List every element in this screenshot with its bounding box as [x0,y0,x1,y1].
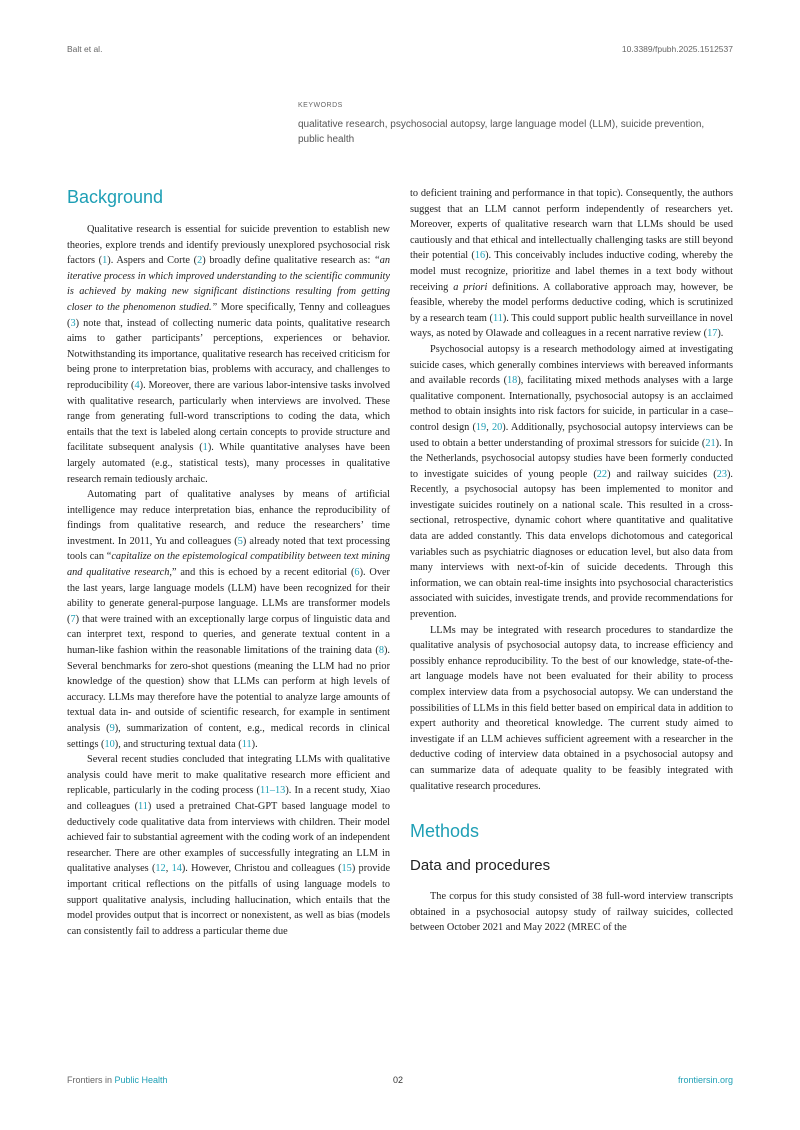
paragraph: Qualitative research is essential for suicide prevention to establish new theories, explore trends and identify previously unexplored psychosocial risk factors (1). Aspers and Corte (2) broadly define qualitative research as: “an iterative process in which improved understanding to the scientific community is achieved by making new significant distinctions resulting from getting closer to the phenomenon studied.” More specifically, Tenny and colleagues (3) note that, instead of collecting numeric data points, qualitative research aims to gather participants’ perceptions, experiences or behavior. Notwithstanding its importance, qualitative research has received criticism for being prone to interpretation bias, problems with accuracy, and challenges to reproducibility (4). Moreover, there are various labor-intensive tasks involved with qualitative research, particularly when interviews are involved. These range from generating full-word transcriptions to coding the data, which entails that the text is labeled along certain concepts to provide structure and facilitate subsequent analysis (1). While quantitative analyses have been largely automated (e.g., statistical tests), many processes in qualitative research remain tediously archaic. [67,224,390,485]
subsection-heading-data-procedures: Data and procedures [410,857,551,875]
keywords-text: qualitative research, psychosocial autopsy, large language model (LLM), suicide prevention, public health [298,119,705,145]
paragraph: Several recent studies concluded that integrating LLMs with qualitative analysis could have merit to make qualitative research more efficient and replicable, particularly in the coding process (11–13). In a recent study, Xiao and colleagues (11) used a pretrained Chat-GPT based language model to deductively code qualitative data from interviews with children. Their model achieved fair to substantial agreement with the coding work of an independent researcher. There are other examples of successfully integrating an LLM in qualitative analyses (12, 14). However, Christou and colleagues (15) provide important critical reflections on the pitfalls of using language models to support qualitative analysis, including hallucination, which entails that the model provides output that is incorrect or nonexistent, as well as bias (models can consistently fail to address a particular theme due [67,754,391,937]
site-link[interactable]: frontiersin.org [677,1075,733,1085]
citation-link[interactable]: 6 [354,567,360,579]
citation-link[interactable]: 22 [596,468,608,480]
running-header-doi[interactable]: 10.3389/fpubh.2025.1512537 [621,44,733,54]
section-heading-background: Background [67,187,164,207]
right-column [410,186,733,936]
citation-link[interactable]: 16 [474,250,486,262]
paragraph: The corpus for this study consisted of 38 full-word interview transcripts obtained in a psychosocial autopsy study of railway suicides, collected between October 2021 and May 2022 (MREC of the [410,891,733,934]
keywords-block [298,102,718,147]
citation-link[interactable]: 11 [492,312,503,324]
citation-link[interactable]: 12 [155,863,166,875]
citation-link[interactable]: 11 [138,800,148,812]
paragraph: to deficient training and performance in that topic). Consequently, the authors suggest that an LLM cannot perform independently of researchers yet. Moreover, experts of qualitative research warn that LLMs should be used cautiously and that ethical and intellectually challenging tasks are still beyond their potential (16). This conceivably includes inductive coding, whereby the model must recognize, prioritize and label themes in a text body without receiving a priori definitions. A collaborative approach may, however, be feasible, whereby the model performs deductive coding, which is scrutinized by a research team (11). This could support public health surveillance in novel ways, as noted by Olawade and colleagues in a recent narrative review (17). [410,188,733,340]
citation-link[interactable]: 2 [197,255,203,267]
citation-link[interactable]: 1 [102,255,108,267]
citation-link[interactable]: 10 [104,738,115,750]
citation-link[interactable]: 21 [705,437,716,449]
citation-link[interactable]: 18 [507,375,518,387]
citation-link[interactable]: 14 [171,863,182,875]
citation-link[interactable]: 19 [475,421,487,433]
paragraph: Automating part of qualitative analyses by means of artificial intelligence may reduce interpretation bias, enhance the reproducibility of findings from qualitative research, and reduce the researchers’ time investment. In 2011, Yu and colleagues (5) already noted that text processing tools can “capitalize on the epistemological compatibility between text mining and qualitative research,” and this is echoed by a recent editorial (6). Over the last years, large language models (LLM) have been recognized for their ability to generate general-purpose language. LLMs are transformer models (7) that were trained with an exceptionally large corpus of linguistic data and can interpret text, respond to queries, and generate textual content in a human-like fashion within the reasonable limitations of the training data (8). Several benchmarks for zero-shot questions (meaning the LLM had no prior knowledge of the question) show that LLMs can perform at high levels of accuracy. LLMs may therefore have the potential to analyze large amounts of textual data in- and outside of scientific research, for example in sentiment analysis (9), summarization of content, e.g., medical records in clinical settings (10), and structuring textual data (11). [67,489,390,750]
citation-link[interactable]: 7 [70,613,76,625]
paragraph: LLMs may be integrated with research procedures to standardize the qualitative analysis of psychosocial autopsy data, to increase efficiency and possibly enhance reproducibility. To the best of our knowledge, state-of-the-art language models have not been evaluated for their ability to process complex interview data from a psychosocial autopsy. We can understand the possibilities of LLMs in this field better based on empirical data in addition to expert authority and theoretical knowledge. The current study aimed to investigate if an LLM achieves sufficient agreement with a researcher in the deductive coding of interview data obtained in a psychosocial autopsy and can summarize data of adequate quality to be feasibly integrated with qualitative research procedures. [410,624,733,792]
citation-link[interactable]: 11–13 [259,785,286,797]
journal-link[interactable]: Public Health [114,1075,168,1085]
citation-link[interactable]: 23 [716,468,727,480]
citation-link[interactable]: 3 [70,317,76,329]
citation-link[interactable]: 5 [237,535,243,547]
citation-link[interactable]: 20 [491,421,503,433]
footer-journal: Frontiers in Public Health [67,1075,168,1085]
citation-link[interactable]: 1 [202,442,208,454]
citation-link[interactable]: 15 [341,863,352,875]
left-column [67,186,390,939]
section-heading-methods: Methods [410,821,480,842]
page-number: 02 [393,1075,404,1085]
citation-link[interactable]: 8 [378,645,384,657]
keywords-label: KEYWORDS [298,102,343,109]
running-header-authors: Balt et al. [67,44,103,54]
citation-link[interactable]: 9 [109,723,115,734]
citation-link[interactable]: 11 [241,738,252,750]
citation-link[interactable]: 17 [707,328,718,340]
citation-link[interactable]: 4 [134,379,140,391]
paragraph: Psychosocial autopsy is a research methodology aimed at investigating suicide cases, which generally combines interviews with bereaved informants and available records (18), facilitating mixed methods analyses with a large qualitative component. Internationally, psychosocial autopsy is an acclaimed method to obtain insights into risk factors for suicide, in particular in a case–control design (19, 20). Additionally, psychosocial autopsy interviews can be used to obtain a better understanding of proximal stressors for suicide (21). In the Netherlands, psychosocial autopsy studies have been formerly conducted to investigate suicides of young people (22) and railway suicides (23). Recently, a psychosocial autopsy has been implemented to monitor and investigate suicides routinely on a national scale. This resulted in a cross-sectional, retrospective, dynamic cohort where quantitative and qualitative data are added constantly. This data envelops dichotomous and categorical variables such as psychiatric diagnoses or education level, but also data from many interviews with next-of-kin of suicide decedents. Through this information, we can obtain real-time insights into psychosocial characteristics associated with suicides, investigate trends, and provide recommendations for prevention. [410,343,734,621]
